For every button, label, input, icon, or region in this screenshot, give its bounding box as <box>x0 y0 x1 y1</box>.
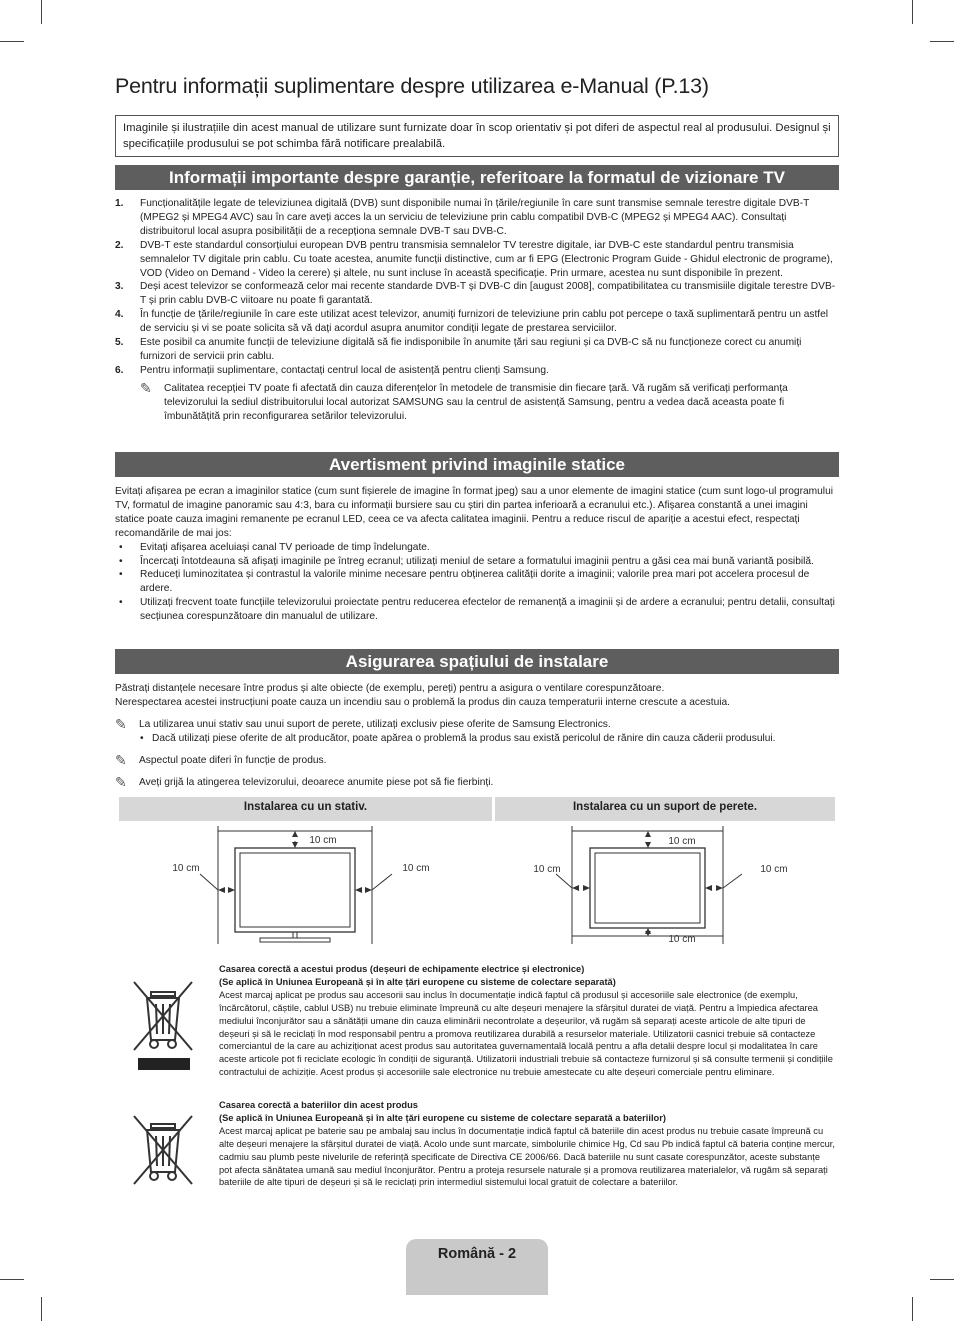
memo-note: ✎ Aveți grijă la atingerea televizorului, deoarece anumite piese pot să fie fierbinți. <box>115 773 494 790</box>
memo-note: ✎ La utilizarea unui stativ sau unui suport de perete, utilizați exclusiv piese oferite de Samsung Electronics. <box>115 715 611 732</box>
pencil-memo-icon: ✎ <box>115 773 127 790</box>
list-item: 4. În funcție de țările/regiunile în care este utilizat acest televizor, anumiți furnizori de televiziune prin cablu pot percepe o taxă suplimentară pentru un astfel de serviciu și vi se poate solicita să vă dați acordul asupra anumitor condiții legate de prestarea serviciilor. <box>115 309 829 335</box>
list-item: • Utilizați frecvent toate funcțiile televizorului proiectate pentru reducerea efectelor de remanență a imaginii și de ardere a ecranului; pentru detalii, consultați secțiunea corespunzătoare din manualul de utilizare. <box>115 596 839 624</box>
installation-intro-2: Nerespectarea acestei instrucțiuni poate cauza un incendiu sau o problemă la produs din cauza temperaturii interne crescute a acestuia. <box>115 696 731 708</box>
crossed-out-bin-icon <box>130 978 196 1072</box>
crop-mark <box>912 0 913 24</box>
page-number-tab: Română - 2 <box>406 1239 548 1295</box>
pencil-memo-icon: ✎ <box>115 751 127 768</box>
section-heading-static-images: Avertisment privind imaginile statice <box>115 452 839 477</box>
weee-disposal-text: Casarea corectă a acestui produs (deșeuri de echipamente electrice și electronice) (Se aplică în Uniunea Europeană și în alte țări europene cu sisteme de colectare separată) Acest marcaj aplicat pe produs sau accesorii sau inclus în documentație indică faptul că produsul și accesoriile sale electronice (de exemplu, încărcătorul, căștile, cablul USB) nu trebuie eliminate împreună cu alte deșeuri menajere la sfârșitul duratei de viață. Pentru a împiedica afectarea mediului înconjurător sau a sănătății umane din cauza eliminării necontrolate a deșeurilor, vă rugăm să separați aceste articole de alte tipuri de deșeuri și să le reciclați în mod responsabil pentru a promova reutilizarea durabilă a resurselor materiale. Utilizatorii casnici trebuie să contacteze comerciantul de la care au achiziționat acest produs sau autoritatea guvernamentală locală pentru a afla detalii despre locul și modalitatea în care aceste articole pot fi reciclate ecologic în condiții de siguranță. Utilizatorii industriali trebuie să contacteze furnizorul și să consulte termenii și condițiile contractului de achiziție. Acest produs și accesoriile sale electronice nu trebuie amestecate cu alte deșeuri comerciale pentru eliminare. <box>219 964 833 1078</box>
page-title: Pentru informații suplimentare despre utilizarea e-Manual (P.13) <box>115 74 709 98</box>
memo-note: ✎ Calitatea recepției TV poate fi afectată din cauza diferențelor în metodele de transmisie din fiecare țară. Vă rugăm să verificați performanța televizorului la sediul distribuitorului local autorizat SAMSUNG sau la centrul de asistență Samsung, pentru a vedea dacă aceasta poate fi îmbunătățită prin reconfigurarea setărilor televizorului. <box>140 379 788 422</box>
crop-mark <box>0 41 24 42</box>
installation-section <box>115 682 839 789</box>
list-item: • Dacă utilizați piese oferite de alt producător, poate apărea o problemă la produs sau există pericolul de rănire din cauza căderii produsului. <box>140 732 776 744</box>
list-item: • Reduceți luminozitatea și contrastul la valorile minime necesare pentru obținerea calității dorite a imaginii; valorile prea mari pot accelera procesul de ardere. <box>115 568 839 596</box>
section-heading-warranty: Informații importante despre garanție, referitoare la formatul de vizionare TV <box>115 165 839 190</box>
wall-top-label: 10 cm <box>668 836 696 847</box>
static-images-section <box>115 485 839 624</box>
list-item: 3. Deși acest televizor se conformează celor mai recente standarde DVB-T și DVB-C din [august 2008], compatibilitatea cu transmisiile digitale terestre DVB-T și prin cablu DVB-C viitoare nu poate fi garantată. <box>115 281 836 307</box>
memo-note: ✎ Aspectul poate diferi în funcție de produs. <box>115 751 327 768</box>
crop-mark <box>912 1297 913 1321</box>
wall-right-label: 10 cm <box>760 864 788 875</box>
stand-top-label: 10 cm <box>309 835 337 846</box>
wall-installation-diagram <box>520 826 800 948</box>
stand-install-header: Instalarea cu un stativ. <box>119 797 492 821</box>
list-item: 2. DVB-T este standardul consorțiului european DVB pentru transmisia semnalelor TV terestre digitale, iar DVB-C este standardul pentru transmisia semnalelor TV digitale prin cablu. Cu toate acestea, anumite funcții distinctive, cum ar fi EPG (Electronic Program Guide - Ghidul electronic de programe), VOD (Video on Demand - Video la cerere) și altele, nu sunt incluse în această specificație. Prin urmare, acestea nu sunt disponibile în prezent. <box>115 239 833 279</box>
bullet-icon: • <box>140 732 144 744</box>
pencil-memo-icon: ✎ <box>115 715 127 732</box>
crop-mark <box>930 1279 954 1280</box>
crop-mark <box>41 0 42 24</box>
bullet-icon: • <box>119 555 123 567</box>
stand-right-label: 10 cm <box>402 863 430 874</box>
wall-bottom-label: 10 cm <box>668 934 696 945</box>
crop-mark <box>41 1297 42 1321</box>
pencil-memo-icon: ✎ <box>140 379 152 396</box>
crossed-out-bin-icon <box>130 1114 196 1194</box>
stand-left-label: 10 cm <box>172 863 200 874</box>
crop-mark <box>930 41 954 42</box>
list-item: 6. Pentru informații suplimentare, contactați centrul local de asistență pentru clienți Samsung. <box>115 364 549 376</box>
list-item: 5. Este posibil ca anumite funcții de televiziune digitală să fie indisponibile în anumite țări sau regiuni și ca DVB-C să nu funcționeze corect cu anumiți furnizori de servicii prin cablu. <box>115 337 802 362</box>
stand-installation-diagram <box>160 826 450 948</box>
warranty-list <box>115 197 839 424</box>
installation-intro-1: Păstrați distanțele necesare între produs și alte obiecte (de exemplu, pereți) pentru a asigura o ventilare corespunzătoare. <box>115 683 665 694</box>
disclaimer-box: Imaginile și ilustrațiile din acest manual de utilizare sunt furnizate doar în scop orientativ și pot diferi de aspectul real al produsului. Designul și specificațiile produsului se pot schimba fără notificare prealabilă. <box>115 115 839 157</box>
crop-mark <box>0 1279 24 1280</box>
bullet-icon: • <box>119 541 123 553</box>
section-heading-installation: Asigurarea spațiului de instalare <box>115 649 839 674</box>
list-item: 1. Funcționalitățile legate de televiziunea digitală (DVB) sunt disponibile numai în țările/regiunile în care sunt transmise semnale terestre digitale DVB-T (MPEG2 și MPEG4 AVC) sau în care aveți acces la un serviciu de televiziune prin cablu compatibil DVB-C (MPEG2 și MPEG4 AAC). Consultați distribuitorul local asupra posibilității de a recepționa semnale DVB-T sau DVB-C. <box>115 198 810 237</box>
battery-disposal-text: Casarea corectă a bateriilor din acest produs (Se aplică în Uniunea Europeană și în alte țări europene cu sisteme de colectare separată a bateriilor) Acest marcaj aplicat pe baterie sau pe ambalaj sau inclus în documentație indică faptul că bateriile din acest produs nu trebuie casate împreună cu alte deșeuri menajere la sfârșitul duratei de viață. Acolo unde sunt marcate, simbolurile chimice Hg, Cd sau Pb indică faptul că bateria conține mercur, cadmiu sau plumb peste nivelurile de referință specificate de Directiva CE 2006/66. Dacă bateriile nu sunt casate corespunzător, aceste substanțe pot afecta sănătatea umană sau mediul înconjurător. Pentru a proteja resursele naturale și a promova reutilizarea materialelor, vă rugăm să separați bateriile de alte tipuri de deșeuri și să le reciclați prin intermediul sistemului local gratuit de colectare a bateriilor. <box>219 1100 835 1188</box>
wall-left-label: 10 cm <box>533 864 561 875</box>
wall-install-header: Instalarea cu un suport de perete. <box>495 797 835 821</box>
bullet-icon: • <box>119 569 123 581</box>
bullet-icon: • <box>119 597 123 609</box>
static-images-intro: Evitați afișarea pe ecran a imaginilor statice (cum sunt fișierele de imagine în format jpeg) sau a unor elemente de imagini statice (cum sunt logo-ul programului TV, formatul de imagine panoramic sau 4:3, bara cu informații bursiere sau cu știri din partea inferioară a ecranului etc.). Afișarea constantă a unei imagini statice poate cauza imagini remanente pe ecranul LED, ceea ce va afecta calitatea imaginii. Pentru a reduce riscul de apariție a acestui efect, respectați recomandările de mai jos: <box>115 486 833 539</box>
list-item: • Evitați afișarea aceluiași canal TV perioade de timp îndelungate. <box>115 541 839 555</box>
list-item: • Încercați întotdeauna să afișați imaginile pe întreg ecranul; utilizați meniul de setare a formatului imaginii pentru a găsi cea mai bună variantă posibilă. <box>115 555 839 569</box>
